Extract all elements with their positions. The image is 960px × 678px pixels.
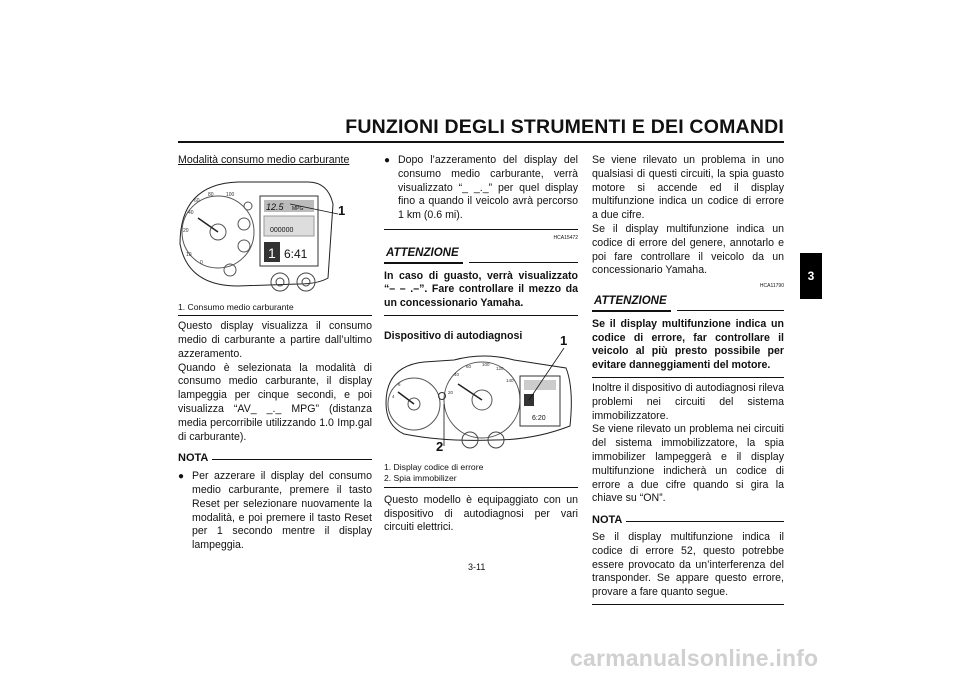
nota-end-rule [592,604,784,605]
paragraph: Questo display visualizza il consumo medio di carburante a partire dall’ultimo azzeramento. [178,320,372,360]
instrument-figure-1 [178,174,372,302]
figure-2-callout-2: 2 [436,438,444,454]
svg-text:20: 20 [183,227,189,234]
nota-heading [592,514,784,528]
paragraph: Inoltre il dispositivo di autodiagnosi rileva problemi nei circuiti del sistema immobilizzatore. [592,381,784,422]
instrument-cluster-drawing [178,174,372,302]
warning-text: In caso di guasto, verrà visualizzato “– – .–”. Fare controllare il mezzo da un concessionario Yamaha. [384,269,578,310]
column-1 [178,154,372,553]
svg-text:60: 60 [466,363,472,369]
nota-label: NOTA [592,514,623,527]
bullet-dot-icon: ● [178,471,185,483]
bullet-dot-icon: ● [384,155,391,166]
attention-rule [677,310,784,311]
nota-rule [626,521,784,522]
paragraph: Se il display multifunzione indica un codice di errore del genere, annotarlo e poi fare controllare il veicolo da un concessionario Yamaha. [592,222,784,277]
figure-1-caption: 1. Consumo medio carburante [178,301,294,312]
figure-2-caption-2: 2. Spia immobilizer [384,473,457,484]
svg-text:40: 40 [454,371,460,377]
section-rule [384,229,578,230]
svg-text:12.5: 12.5 [266,201,284,212]
paragraph: Se viene rilevato un problema in uno qualsiasi di questi circuiti, la spia guasto motore si accende ed il display multifunzione indica un codice di errore a due cifre. [592,154,784,222]
warning-code: HCA15472 [553,234,578,241]
column-3 [592,154,784,605]
svg-text:100: 100 [482,361,490,367]
caption-rule [384,487,578,488]
svg-text:4: 4 [392,393,395,399]
svg-text:1: 1 [268,244,276,261]
attention-heading [384,246,578,264]
svg-text:6:20: 6:20 [532,414,546,422]
warning-text: Se il display multifunzione indica un codice di errore, far controllare il veicolo al più presto possibile per evitare danneggiamenti del motore. [592,317,784,372]
svg-text:40: 40 [188,209,194,216]
svg-text:80: 80 [208,191,214,198]
section-heading: Dispositivo di autodiagnosi [384,329,523,342]
nota-text: Se il display multifunzione indica il codice di errore 52, questo potrebbe essere provocato da un’interferenza del transponder. Se appare questo errore, provare a fare quanto segue. [592,530,784,599]
svg-text:10: 10 [186,251,192,258]
bullet-text: Per azzerare il display del consumo medio carburante, premere il tasto Reset per selezionare nuovamente la modalità, e poi premere il tasto Reset per 1 secondo mentre il display lampeggia. [192,470,372,552]
warning-rule [384,315,578,316]
bullet-item [384,154,578,223]
figure-2-callout-1: 1 [560,332,568,348]
chapter-tab: 3 [800,253,822,299]
column-2 [384,154,578,535]
footer-watermark: carmanualsonline.info [570,645,819,671]
svg-text:6:41: 6:41 [284,246,308,261]
nota-heading [178,452,372,466]
attention-heading [592,294,784,312]
nota-label: NOTA [178,452,209,465]
bullet-text: Dopo l’azzeramento del display del consumo medio carburante, verrà visualizzato “_ _._” per quel display fino a quando il veicolo avrà percorso 1 km (0.6 mi). [398,154,578,222]
svg-text:100: 100 [226,191,235,198]
figure-2-caption-1: 1. Display codice di errore [384,461,484,472]
caption-rule [178,315,372,316]
svg-text:0: 0 [200,259,203,266]
page-header-title: FUNZIONI DEGLI STRUMENTI E DEI COMANDI [345,116,784,138]
nota-rule [212,459,372,460]
svg-text:140: 140 [506,377,514,383]
paragraph: Se viene rilevato un problema nei circuiti del sistema immobilizzatore, la spia immobilizer lampeggerà e il display multifunzione indicherà un codice di errore a due cifre quando si gira la chiave su “ON”. [592,423,784,505]
svg-text:60: 60 [194,197,200,204]
svg-text:120: 120 [496,365,504,371]
svg-text:000000: 000000 [270,226,294,234]
svg-text:20: 20 [448,389,454,395]
svg-text:MPG: MPG [292,205,304,212]
bullet-item [178,470,372,553]
warning-code: HCA11790 [759,283,784,290]
section-subtitle: Modalità consumo medio carburante [178,154,350,166]
instrument-cluster-drawing [384,348,578,456]
attention-label: ATTENZIONE [592,294,671,312]
header-rule [178,141,784,143]
page-number: 3-11 [468,562,486,572]
attention-label: ATTENZIONE [384,246,463,264]
paragraph: Quando è selezionata la modalità di consumo medio carburante, il display lampeggia per cinque secondi, e poi visualizza “AV_ _._ MPG” (distanza media percorribile utilizzando 1.0 Imp.gal di carburante). [178,361,372,443]
paragraph: Questo modello è equipaggiato con un dispositivo di autodiagnosi per vari circuiti elettrici. [384,493,578,534]
svg-text:6: 6 [398,381,401,387]
attention-rule [469,262,578,263]
warning-rule [592,377,784,378]
figure-1-callout: 1 [338,202,346,218]
